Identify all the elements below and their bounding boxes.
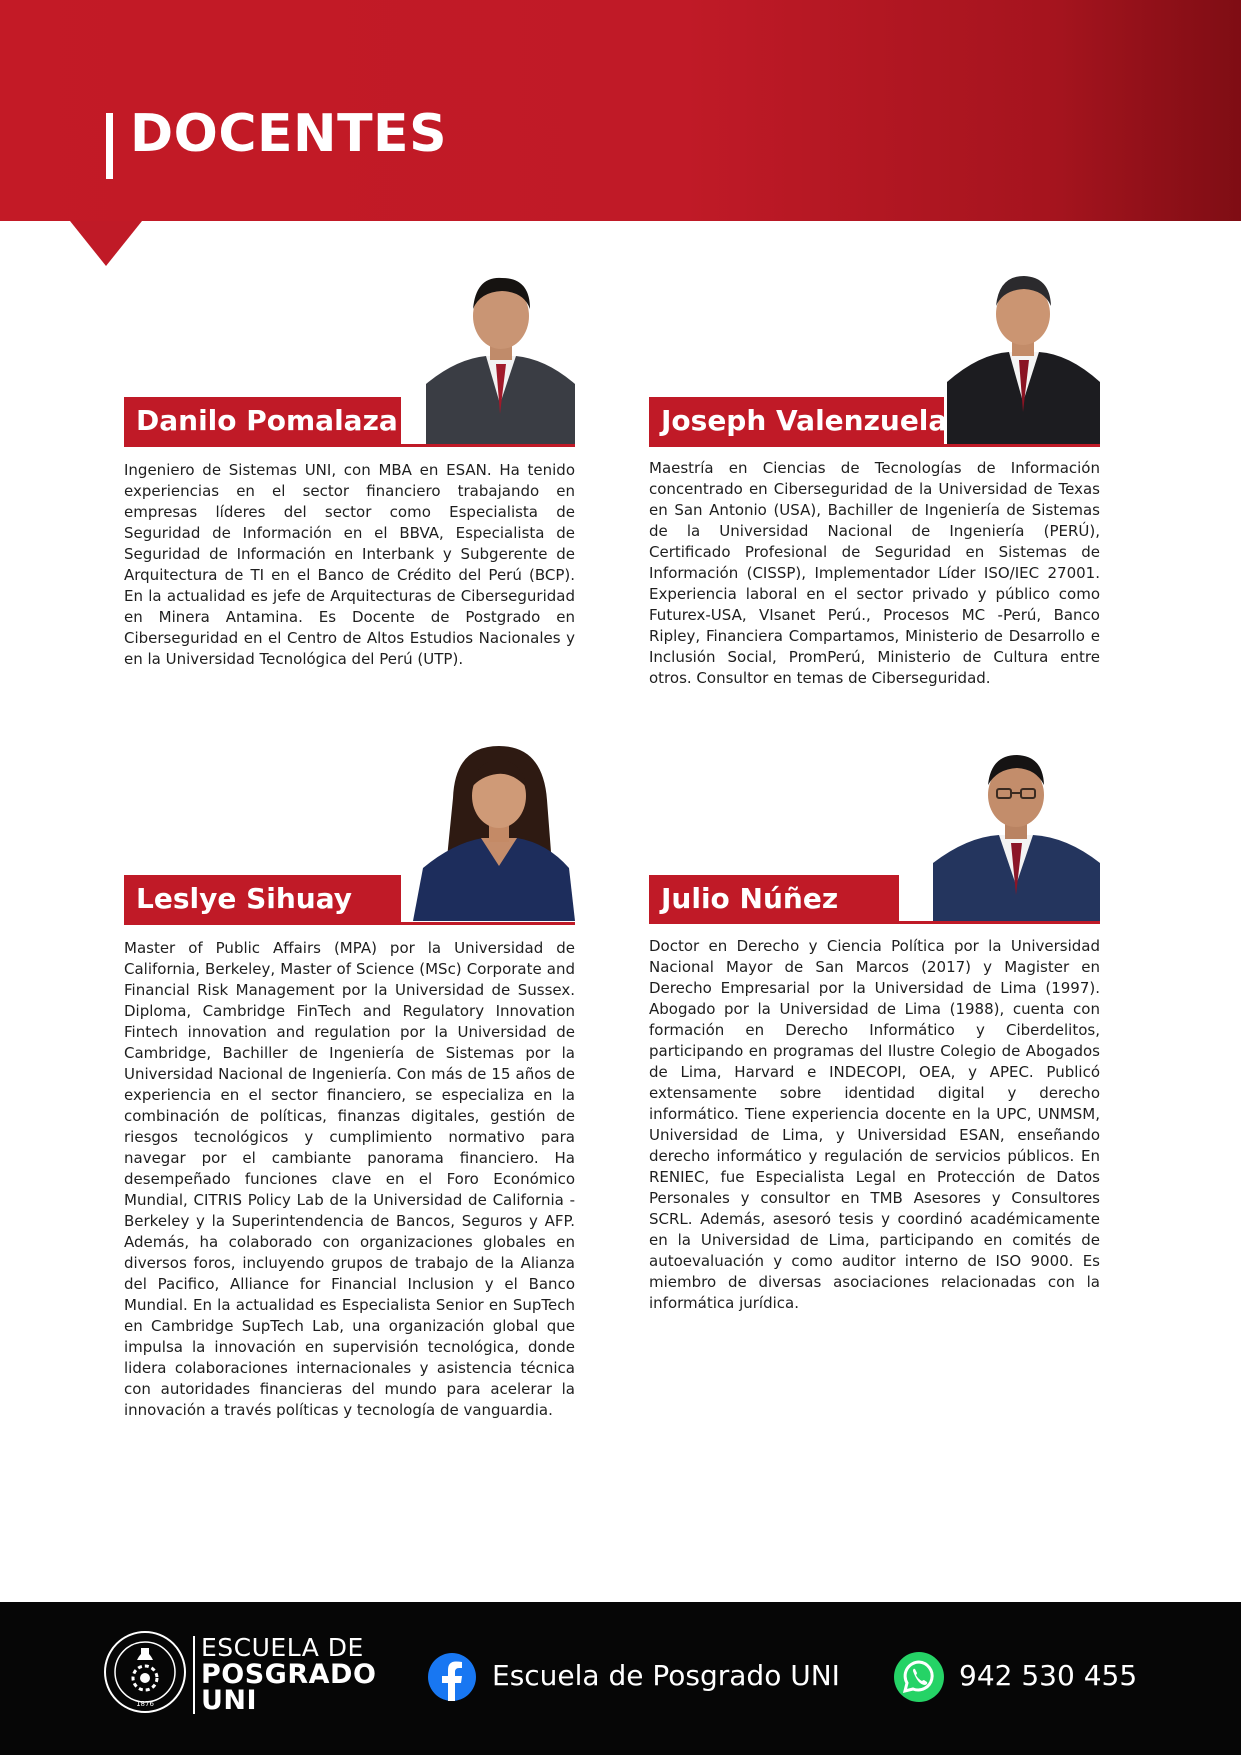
seal-year: 1876 [136, 1700, 154, 1708]
teacher-bio: Maestría en Ciencias de Tecnologías de Información concentrado en Ciberseguridad de la Universidad de Texas en San Antonio (USA), Bachiller de Ingeniería de Sistemas de la Universidad Nacional de Ingeniería (PERÚ), Certificado Profesional de Seguridad en Sistemas de Información (CISSP), Implementador Líder ISO/IEC 27001. Experiencia laboral en el sector privado y público como Futurex-USA, VIsanet Perú., Procesos MC -Perú, Banco Ripley, Financiera Compartamos, Ministerio de Desarrollo e Inclusión Social, PromPerú, Ministerio de Cultura entre otros. Consultor en temas de Ciberseguridad. [649, 459, 1100, 687]
header-banner [0, 0, 1241, 221]
teacher-name: Joseph Valenzuela [649, 397, 944, 445]
teacher-photo [426, 264, 575, 445]
page-title: DOCENTES [130, 104, 448, 164]
name-underline [649, 921, 1100, 924]
teacher-photo [947, 264, 1100, 445]
brand-line-1: ESCUELA DE [201, 1633, 364, 1662]
header-pointer [70, 221, 142, 266]
whatsapp-number[interactable]: 942 530 455 [959, 1659, 1138, 1692]
footer-divider [193, 1636, 195, 1714]
teacher-name: Danilo Pomalaza [124, 397, 401, 445]
name-underline [649, 444, 1100, 447]
teacher-bio: Doctor en Derecho y Ciencia Política por la Universidad Nacional Mayor de San Marcos (2017) y Magister en Derecho Empresarial por la Universidad de Lima (1997). Abogado por la Universidad de Lima (1988), cuenta con formación en Derecho Informático y Ciberdelitos, participando en programas del Ilustre Colegio de Abogados de Lima, Harvard e INDECOPI, OEA, y APEC. Publicó extensamente sobre identidad digital y derecho informático. Tiene experiencia docente en la UPC, UNMSM, Universidad de Lima, y Universidad ESAN, enseñando derecho informático y regulación de servicios públicos. En RENIEC, fue Especialista Legal en Protección de Datos Personales y consultor en TMB Asesores y Consultores SCRL. Además, asesoró tesis y coordinó académicamente en la Universidad de Lima, participando en comités de autoevaluación y como auditor interno de ISO 9000. Es miembro de diversas asociaciones relacionadas con la informática jurídica. [649, 937, 1100, 1312]
whatsapp-icon[interactable] [894, 1652, 944, 1706]
teacher-name: Leslye Sihuay [124, 875, 401, 923]
facebook-icon[interactable] [428, 1653, 476, 1705]
facebook-page-link[interactable]: Escuela de Posgrado UNI [492, 1659, 840, 1692]
teacher-bio: Master of Public Affairs (MPA) por la Universidad de California, Berkeley, Master of Science (MSc) Corporate and Financial Risk Management por la Universidad de Sussex. Diploma, Cambridge FinTech and Regulatory Innovation Fintech innovation and regulation por la Universidad de Cambridge, Bachiller de Ingeniería de Sistemas por la Universidad Nacional de Ingeniería. Con más de 15 años de experiencia en el sector financiero, se especializa en la combinación de políticas, finanzas digitales, gestión de riesgos tecnológicos y cumplimiento normativo para navegar por el cambiante panorama financiero. Ha desempeñado funciones clave en el Foro Económico Mundial, CITRIS Policy Lab de la Universidad de California - Berkeley y la Superintendencia de Bancos, Seguros y AFP. Además, ha colaborado con organizaciones globales en diversos foros, incluyendo grupos de trabajo de la Alianza del Pacifico, Alliance for Financial Inclusion y el Banco Mundial. En la actualidad es Especialista Senior en SupTech en Cambridge SupTech Lab, una organización global que impulsa la innovación en supervisión tecnológica, donde lidera colaboraciones internacionales y asistencia técnica con autoridades financieras del mundo para acelerar la innovación a través políticas y tecnología de vanguardia. [124, 939, 575, 1419]
name-underline [124, 922, 575, 925]
teacher-name: Julio Núñez [649, 875, 899, 923]
name-underline [124, 444, 575, 447]
university-seal-icon [103, 1620, 187, 1728]
teacher-bio: Ingeniero de Sistemas UNI, con MBA en ESAN. Ha tenido experiencias en el sector financiero trabajando en empresas líderes del sector como Especialista de Seguridad de Información en el BBVA, Especialista de Seguridad de Información en Interbank y Subgerente de Arquitectura de TI en el Banco de Crédito del Perú (BCP). En la actualidad es jefe de Arquitecturas de Ciberseguridad en Minera Antamina. Es Docente de Postgrado en Ciberseguridad en el Centro de Altos Estudios Nacionales y en la Universidad Tecnológica del Perú (UTP). [124, 461, 575, 668]
teacher-photo [933, 745, 1100, 921]
header-accent-bar [106, 113, 113, 179]
brand-line-2: POSGRADO [201, 1659, 377, 1690]
brand-line-3: UNI [201, 1685, 258, 1716]
teacher-photo [413, 738, 575, 921]
